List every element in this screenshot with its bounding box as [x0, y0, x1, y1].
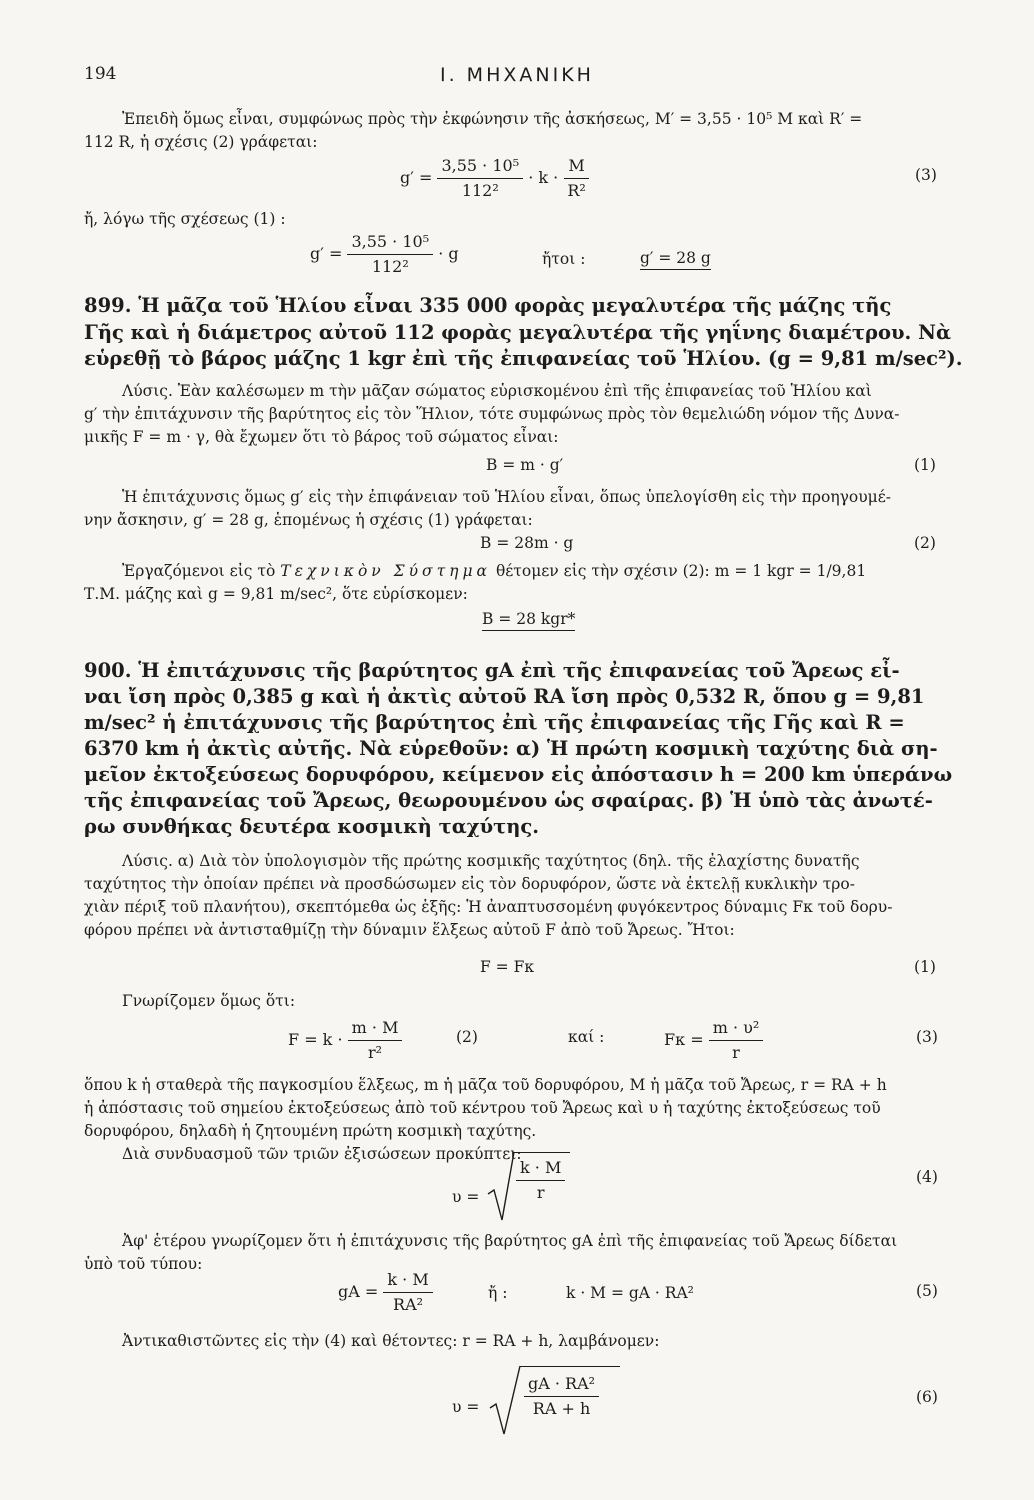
solution-line: μικῆς F = m · γ, θὰ ἔχωμεν ὅτι τὸ βάρος τοῦ σώματος εἶναι:	[84, 428, 559, 446]
solution-line: Διὰ συνδυασμοῦ τῶν τριῶν ἐξισώσεων προκύπτει:	[122, 1145, 522, 1163]
radical-bar	[514, 1152, 570, 1153]
solution-line: χιὰν πέριξ τοῦ πλανήτου), σκεπτόμεθα ὡς ἑξῆς: Ἡ ἀναπτυσσομένη φυγόκεντρος δύναμις Fκ τοῦ δορυ-	[84, 898, 893, 916]
text-span: θέτομεν εἰς τὴν σχέσιν (2): m = 1 kgr = 1/9,81	[495, 562, 867, 580]
equation-4	[310, 232, 459, 277]
solution-line: Ἀντικαθιστῶντες εἰς τὴν (4) καὶ θέτοντες: r = RA + h, λαμβάνομεν:	[122, 1332, 660, 1350]
solution-line: Γνωρίζομεν ὅμως ὅτι:	[122, 992, 296, 1010]
fraction-numerator: m · υ²	[709, 1018, 764, 1041]
fraction-under-root	[516, 1158, 565, 1203]
problem-900-heading: 6370 km ἡ ἀκτὶς αὐτῆς. Νὰ εὑρεθοῦν: α) Ἡ πρώτη κοσμικὴ ταχύτης διὰ ση-	[84, 737, 938, 760]
solution-line: ἡ ἀπόστασις τοῦ σημείου ἐκτοξεύσεως ἀπὸ τοῦ κέντρου τοῦ Ἄρεως καὶ υ ἡ ταχύτης ἐκτοξεύσεως τοῦ	[84, 1099, 881, 1117]
equation: k · M = gA · RA²	[566, 1284, 694, 1302]
equation: F = Fκ	[480, 958, 535, 976]
problem-900-heading: 900. Ἡ ἐπιτάχυνσις τῆς βαρύτητος gA ἐπὶ τῆς ἐπιφανείας τοῦ Ἄρεως εἶ-	[84, 659, 900, 682]
text-span: Ἐργαζόμενοι εἰς τὸ	[122, 562, 276, 580]
problem-900-heading: m/sec² ἡ ἐπιτάχυνσις τῆς βαρύτητος ἐπὶ τῆς ἐπιφανείας τῆς Γῆς καὶ R =	[84, 711, 905, 734]
eq-lhs: Fκ =	[664, 1030, 704, 1049]
solution-line: ὑπὸ τοῦ τύπου:	[84, 1255, 203, 1273]
fraction-under-root	[524, 1374, 599, 1419]
spaced-term: Τεχνικὸν Σύστημα	[280, 562, 491, 580]
fraction-numerator: k · M	[516, 1158, 565, 1181]
text-line: ἤ, λόγω τῆς σχέσεως (1) :	[84, 210, 286, 228]
problem-899-heading: 899. Ἡ μᾶζα τοῦ Ἡλίου εἶναι 335 000 φορὰς μεγαλυτέρα τῆς μάζης τῆς	[84, 294, 892, 317]
solution-line: Ἀφ' ἑτέρου γνωρίζομεν ὅτι ἡ ἐπιτάχυνσις τῆς βαρύτητος gA ἐπὶ τῆς ἐπιφανείας τοῦ Ἄρεως δίδεται	[122, 1232, 898, 1250]
fraction-numerator: M	[564, 156, 588, 179]
equation-number: (2)	[914, 534, 936, 552]
equation-number: (2)	[456, 1028, 478, 1046]
fraction-denominator: R²	[567, 181, 586, 200]
radical-bar	[520, 1366, 620, 1367]
fraction-denominator: RA²	[393, 1295, 424, 1314]
eq-lhs: gA =	[338, 1282, 379, 1301]
eq-lhs: g′ =	[310, 244, 343, 263]
solution-line: ταχύτητος τὴν ὁποίαν πρέπει νὰ προσδώσωμεν εἰς τὸν δορυφόρον, ὥστε νὰ ἐκτελῇ κυκλικὴν τρο-	[84, 875, 855, 893]
fraction-denominator: RA + h	[532, 1399, 591, 1418]
equation-number: (1)	[914, 958, 936, 976]
fraction	[709, 1018, 764, 1063]
fraction-denominator: 112²	[461, 181, 499, 200]
problem-900-heading: τῆς ἐπιφανείας τοῦ Ἄρεως, θεωρουμένου ὡς σφαίρας. β) Ἡ ὑπὸ τὰς ἀνωτέ-	[84, 789, 933, 812]
fraction	[348, 1018, 403, 1063]
fraction	[383, 1270, 432, 1315]
fraction-denominator: r	[732, 1043, 740, 1062]
solution-line: Ἡ ἐπιτάχυνσις ὅμως g′ εἰς τὴν ἐπιφάνειαν τοῦ Ἡλίου εἶναι, ὅπως ὑπελογίσθη εἰς τὴν προηγουμέ-	[122, 488, 892, 506]
fraction	[347, 232, 433, 277]
page-number: 194	[84, 64, 117, 84]
fraction-numerator: 3,55 · 10⁵	[347, 232, 433, 255]
solution-line: νην ἄσκησιν, g′ = 28 g, ἑπομένως ἡ σχέσις (1) γράφεται:	[84, 511, 533, 529]
fraction-numerator: m · M	[348, 1018, 403, 1041]
solution-line	[122, 560, 866, 583]
eq-result-underlined: g′ = 28 g	[640, 249, 711, 270]
fraction-numerator: 3,55 · 10⁵	[437, 156, 523, 179]
problem-900-heading: ναι ἴση πρὸς 0,385 g καὶ ἡ ἀκτὶς αὐτοῦ RA ἴση πρὸς 0,532 R, ὅπου g = 9,81	[84, 685, 925, 708]
fraction	[524, 1374, 599, 1419]
equation: B = 28m · g	[480, 534, 574, 552]
solution-line: Λύσις. Ἐὰν καλέσωμεν m τὴν μᾶζαν σώματος εὑρισκομένου ἐπὶ τῆς ἐπιφανείας τοῦ Ἡλίου καὶ	[122, 382, 872, 400]
solution-line: g′ τὴν ἐπιτάχυνσιν τῆς βαρύτητος εἰς τὸν Ἥλιον, τότε συμφώνως πρὸς τὸν θεμελιώδη νόμον τῆς Δυνα-	[84, 405, 900, 423]
running-title: Ι. ΜΗΧΑΝΙΚΗ	[440, 64, 594, 86]
text-line: Ἐπειδὴ ὅμως εἶναι, συμφώνως πρὸς τὴν ἐκφώνησιν τῆς ἀσκήσεως, M′ = 3,55 · 10⁵ M καὶ R′ =	[122, 110, 863, 128]
equation-3	[400, 156, 590, 201]
fraction	[563, 156, 589, 201]
equation: B = m · g′	[486, 456, 564, 474]
square-root-sign	[488, 1364, 522, 1436]
equation-number: (4)	[916, 1168, 938, 1186]
solution-line: Λύσις. α) Διὰ τὸν ὑπολογισμὸν τῆς πρώτης κοσμικῆς ταχύτητος (δηλ. τῆς ἐλαχίστης δυνατῆς	[122, 852, 860, 870]
eq-lhs: υ =	[452, 1398, 480, 1416]
equation-number: (3)	[916, 1028, 938, 1046]
equation-number: (1)	[914, 456, 936, 474]
eq-rhs: · g	[438, 244, 459, 263]
equation-number: (3)	[915, 166, 937, 184]
problem-899-heading: Γῆς καὶ ἡ διάμετρος αὐτοῦ 112 φορὰς μεγαλυτέρα τῆς γηΐνης διαμέτρου. Νὰ	[84, 321, 951, 344]
solution-line: Τ.Μ. μάζης καὶ g = 9,81 m/sec², ὅτε εὑρίσκομεν:	[84, 585, 468, 603]
fraction-denominator: r	[536, 1183, 545, 1202]
eq-lhs: g′ =	[400, 168, 433, 187]
equation-2	[288, 1018, 402, 1063]
fraction-numerator: gA · RA²	[524, 1374, 599, 1397]
solution-line: φόρου πρέπει νὰ ἀντισταθμίζῃ τὴν δύναμιν ἕλξεως αὐτοῦ F ἀπὸ τοῦ Ἄρεως. Ἤτοι:	[84, 921, 735, 939]
fraction-denominator: 112²	[371, 257, 409, 276]
eq-lhs: υ =	[452, 1188, 480, 1206]
fraction	[516, 1158, 565, 1203]
text-line: 112 R, ἡ σχέσις (2) γράφεται:	[84, 133, 318, 151]
equation-number: (5)	[916, 1282, 938, 1300]
problem-900-heading: μεῖον ἐκτοξεύσεως δορυφόρου, κείμενον εἰς ἀπόστασιν h = 200 km ὑπεράνω	[84, 763, 953, 786]
eq-itoi: ἤτοι :	[542, 250, 586, 268]
fraction-denominator: r²	[368, 1043, 383, 1062]
eq-operator: · k ·	[528, 168, 559, 187]
fraction	[437, 156, 523, 201]
problem-899-heading: εὑρεθῇ τὸ βάρος μάζης 1 kgr ἐπὶ τῆς ἐπιφανείας τοῦ Ἡλίου. (g = 9,81 m/sec²).	[84, 347, 963, 370]
equation-3	[664, 1018, 763, 1063]
equation-result-underlined: B = 28 kgr*	[482, 610, 575, 631]
eq-lhs: F = k ·	[288, 1030, 343, 1049]
square-root-sign	[486, 1150, 516, 1222]
fraction-numerator: k · M	[383, 1270, 432, 1293]
eq-kai: καί :	[568, 1028, 605, 1046]
equation-number: (6)	[916, 1388, 938, 1406]
solution-line: ὅπου k ἡ σταθερὰ τῆς παγκοσμίου ἕλξεως, m ἡ μᾶζα τοῦ δορυφόρου, M ἡ μᾶζα τοῦ Ἄρεως, r = RA + h	[84, 1076, 887, 1094]
solution-line: δορυφόρου, δηλαδὴ ἡ ζητουμένη πρώτη κοσμικὴ ταχύτης.	[84, 1122, 537, 1140]
eq-or: ἤ :	[488, 1284, 508, 1302]
equation-5	[338, 1270, 433, 1315]
problem-900-heading: ρω συνθήκας δευτέρα κοσμικὴ ταχύτης.	[84, 815, 540, 838]
